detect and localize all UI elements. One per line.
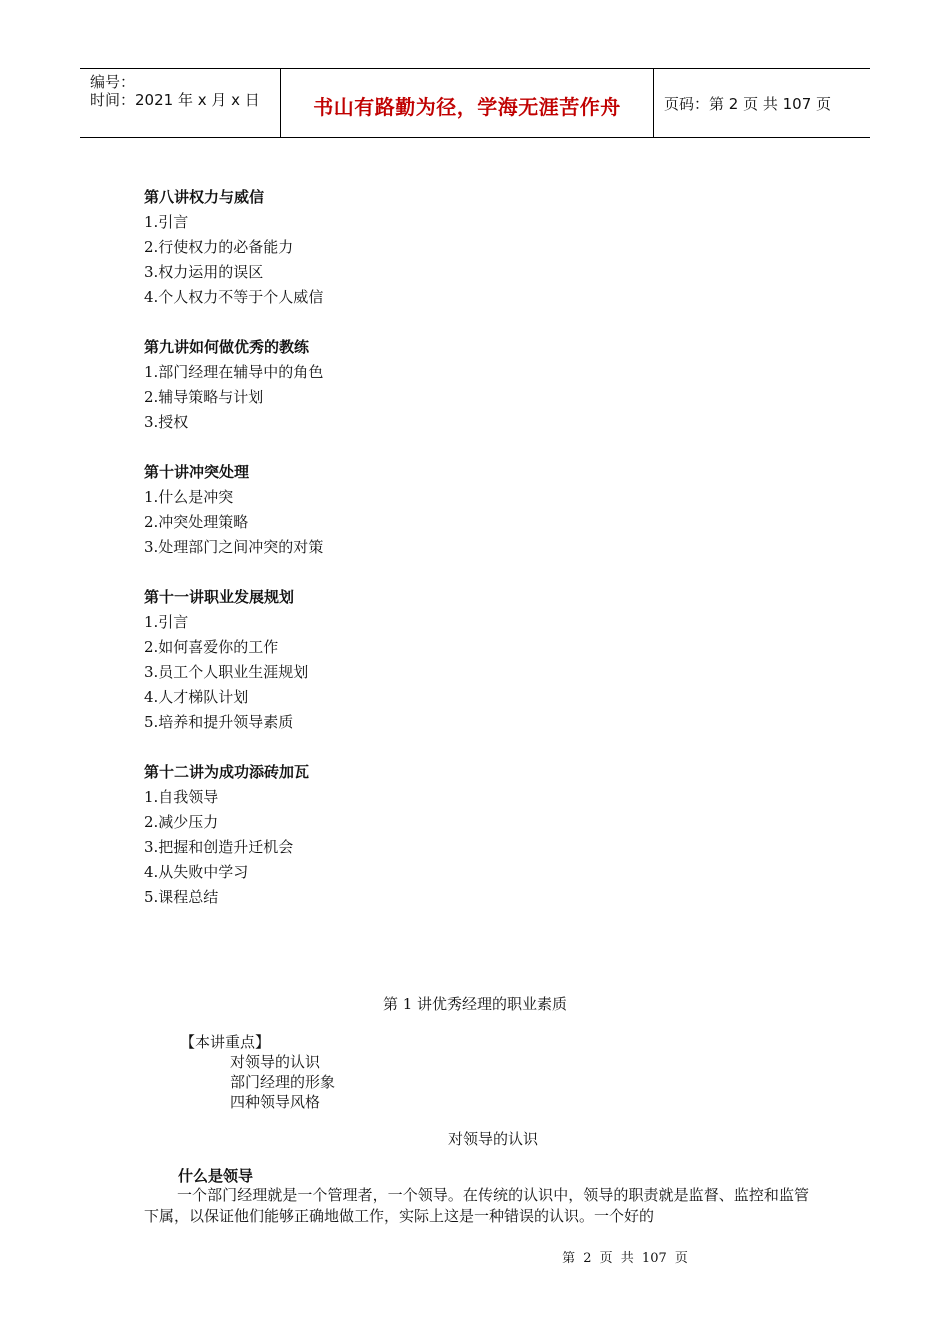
- toc-item: 5.培养和提升领导素质: [144, 713, 294, 731]
- toc-item: 3.授权: [144, 413, 189, 431]
- keypoints-heading: 【本讲重点】: [180, 1033, 271, 1051]
- toc-item: 1.自我领导: [144, 788, 219, 806]
- toc-item: 1.引言: [144, 213, 189, 231]
- toc-item: 1.引言: [144, 613, 189, 631]
- keypoint-item: 四种领导风格: [230, 1093, 321, 1111]
- document-date-label: 时间：2021 年 x 月 x 日: [90, 91, 260, 109]
- toc-item: 2.辅导策略与计划: [144, 388, 264, 406]
- toc-item: 1.什么是冲突: [144, 488, 234, 506]
- toc-item: 3.处理部门之间冲突的对策: [144, 538, 324, 556]
- toc-section-title: 第十讲冲突处理: [144, 463, 250, 481]
- table-of-contents: [144, 185, 824, 935]
- toc-item: 5.课程总结: [144, 888, 219, 906]
- toc-section: [144, 185, 824, 310]
- toc-section: [144, 585, 824, 735]
- toc-section: [144, 460, 824, 560]
- lecture-title: 第 1 讲优秀经理的职业素质: [382, 995, 568, 1013]
- toc-item: 4.从失败中学习: [144, 863, 249, 881]
- keypoint-item: 对领导的认识: [230, 1053, 321, 1071]
- toc-item: 2.行使权力的必备能力: [144, 238, 294, 256]
- toc-section-title: 第十二讲为成功添砖加瓦: [144, 763, 310, 781]
- toc-item: 4.个人权力不等于个人威信: [144, 288, 324, 306]
- header-motto-cell: [281, 69, 654, 137]
- toc-item: 1.部门经理在辅导中的角色: [144, 363, 324, 381]
- document-number-label: 编号：: [90, 73, 136, 91]
- page-footer: 第 2 页 共 107 页: [562, 1251, 688, 1266]
- subsection-title: 对领导的认识: [447, 1130, 538, 1148]
- toc-item: 2.冲突处理策略: [144, 513, 249, 531]
- header-motto: 书山有路勤为径，学海无涯苦作舟: [313, 95, 621, 119]
- toc-item: 2.减少压力: [144, 813, 219, 831]
- toc-item: 2.如何喜爱你的工作: [144, 638, 279, 656]
- page-header: [80, 68, 870, 138]
- header-page-cell: [654, 69, 870, 137]
- lecture-keypoints: [180, 1032, 335, 1112]
- header-meta-cell: [80, 69, 281, 137]
- toc-section-title: 第十一讲职业发展规划: [144, 588, 295, 606]
- toc-section: [144, 335, 824, 435]
- toc-item: 3.员工个人职业生涯规划: [144, 663, 309, 681]
- header-page-info: 页码：第 2 页 共 107 页: [664, 95, 832, 113]
- body-paragraph: 一个部门经理就是一个管理者，一个领导。在传统的认识中，领导的职责就是监督、监控和监管下属，以保证他们能够正确地做工作，实际上这是一种错误的认识。一个好的: [144, 1186, 809, 1225]
- toc-section: [144, 760, 824, 910]
- keypoint-item: 部门经理的形象: [230, 1073, 336, 1091]
- toc-item: 3.把握和创造升迁机会: [144, 838, 294, 856]
- toc-section-title: 第八讲权力与威信: [144, 188, 265, 206]
- toc-item: 4.人才梯队计划: [144, 688, 249, 706]
- paragraph-heading: 什么是领导: [178, 1167, 254, 1185]
- toc-item: 3.权力运用的误区: [144, 263, 264, 281]
- toc-section-title: 第九讲如何做优秀的教练: [144, 338, 310, 356]
